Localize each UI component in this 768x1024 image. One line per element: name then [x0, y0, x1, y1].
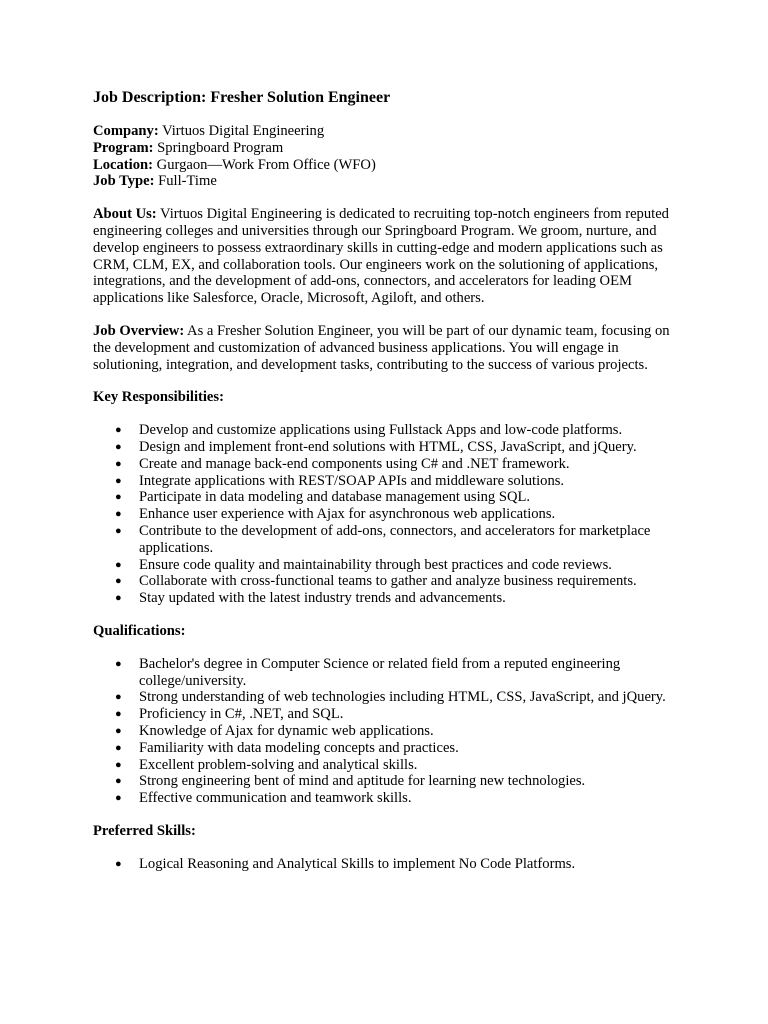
- meta-location: [93, 157, 683, 174]
- meta-label: Location:: [93, 156, 153, 173]
- qualifications-heading: Qualifications:: [93, 622, 186, 639]
- list-item-text: Design and implement front-end solutions with HTML, CSS, JavaScript, and jQuery.: [139, 438, 637, 455]
- list-item: [93, 573, 683, 590]
- list-item-text: Collaborate with cross-functional teams to gather and analyze business requirements.: [139, 573, 637, 590]
- meta-company: [93, 123, 683, 140]
- job-meta: [93, 123, 683, 190]
- list-item: [93, 856, 683, 873]
- job-overview-label: Job Overview:: [93, 322, 185, 339]
- list-item-text: Bachelor's degree in Computer Science or related field from a reputed engineering college/university.: [139, 655, 621, 689]
- bullet-icon: ●: [115, 741, 122, 754]
- list-item: [93, 790, 683, 807]
- bullet-icon: ●: [115, 440, 122, 453]
- bullet-icon: ●: [115, 474, 122, 487]
- bullet-icon: ●: [115, 657, 122, 670]
- bullet-icon: ●: [115, 691, 122, 704]
- responsibilities-list: [93, 422, 683, 607]
- meta-label: Job Type:: [93, 173, 155, 190]
- bullet-icon: ●: [115, 508, 122, 521]
- about-us-paragraph: [93, 206, 683, 307]
- bullet-icon: ●: [115, 558, 122, 571]
- meta-value: Virtuos Digital Engineering: [158, 123, 325, 139]
- about-us-text: Virtuos Digital Engineering is dedicated to recruiting top-notch engineers from reputed engineering colleges and universities through our Springboard Program. We groom, nurture, and develop engineers to possess extraordinary skills in cutting-edge and modern applications such as CRM, CLM, EX, and collaboration tools. Our engineers work on the solutioning of applications, integrations, and the development of add-ons, connectors, and accelerators for leading OEM applications like Salesforce, Oracle, Microsoft, Agiloft, and others.: [93, 206, 669, 307]
- bullet-icon: ●: [115, 491, 122, 504]
- list-item-text: Integrate applications with REST/SOAP APIs and middleware solutions.: [139, 472, 565, 489]
- list-item: [93, 740, 683, 757]
- list-item: [93, 489, 683, 506]
- list-item: [93, 773, 683, 790]
- list-item: [93, 523, 683, 557]
- bullet-icon: ●: [115, 524, 122, 537]
- list-item-text: Stay updated with the latest industry trends and advancements.: [139, 590, 506, 607]
- responsibilities-heading: Key Responsibilities:: [93, 389, 224, 406]
- list-item: [93, 656, 683, 690]
- list-item-text: Familiarity with data modeling concepts and practices.: [139, 739, 459, 756]
- preferred-skills-heading: Preferred Skills:: [93, 822, 196, 839]
- document-page: [93, 88, 683, 872]
- meta-job-type: [93, 173, 683, 190]
- job-overview-text: As a Fresher Solution Engineer, you will be part of our dynamic team, focusing on the development and customization of advanced business applications. You will engage in solutioning, integration, and development tasks, contributing to the success of various projects.: [93, 322, 670, 373]
- list-item-text: Participate in data modeling and database management using SQL.: [139, 489, 531, 506]
- list-item: [93, 557, 683, 574]
- preferred-skills-list: [93, 856, 683, 873]
- bullet-icon: ●: [115, 457, 122, 470]
- list-item: [93, 757, 683, 774]
- meta-label: Program:: [93, 139, 154, 156]
- list-item-text: Create and manage back-end components using C# and .NET framework.: [139, 455, 570, 472]
- list-item-text: Ensure code quality and maintainability through best practices and code reviews.: [139, 556, 612, 573]
- page-title: Job Description: Fresher Solution Engineer: [93, 89, 391, 106]
- bullet-icon: ●: [115, 592, 122, 605]
- list-item: [93, 473, 683, 490]
- list-item: [93, 689, 683, 706]
- list-item: [93, 590, 683, 607]
- bullet-icon: ●: [115, 424, 122, 437]
- list-item-text: Enhance user experience with Ajax for asynchronous web applications.: [139, 506, 556, 523]
- list-item-text: Strong understanding of web technologies including HTML, CSS, JavaScript, and jQuery.: [139, 689, 666, 706]
- list-item-text: Logical Reasoning and Analytical Skills to implement No Code Platforms.: [139, 855, 576, 872]
- list-item-text: Develop and customize applications using Fullstack Apps and low-code platforms.: [139, 422, 623, 439]
- meta-program: [93, 140, 683, 157]
- list-item: [93, 439, 683, 456]
- meta-value: Full-Time: [154, 173, 217, 190]
- bullet-icon: ●: [115, 758, 122, 771]
- about-us-label: About Us:: [93, 206, 157, 223]
- bullet-icon: ●: [115, 575, 122, 588]
- list-item-text: Knowledge of Ajax for dynamic web applications.: [139, 722, 434, 739]
- list-item: [93, 506, 683, 523]
- list-item: [93, 422, 683, 439]
- list-item-text: Excellent problem-solving and analytical skills.: [139, 756, 418, 773]
- list-item: [93, 706, 683, 723]
- list-item-text: Proficiency in C#, .NET, and SQL.: [139, 706, 344, 723]
- list-item-text: Effective communication and teamwork skills.: [139, 790, 412, 807]
- list-item: [93, 456, 683, 473]
- list-item: [93, 723, 683, 740]
- meta-value: Gurgaon—Work From Office (WFO): [153, 156, 376, 173]
- meta-label: Company:: [93, 123, 159, 139]
- qualifications-list: [93, 656, 683, 807]
- bullet-icon: ●: [115, 708, 122, 721]
- bullet-icon: ●: [115, 857, 122, 870]
- bullet-icon: ●: [115, 792, 122, 805]
- list-item-text: Contribute to the development of add-ons, connectors, and accelerators for marketplace applications.: [139, 522, 651, 556]
- meta-value: Springboard Program: [153, 139, 284, 156]
- job-overview-paragraph: [93, 323, 683, 373]
- list-item-text: Strong engineering bent of mind and aptitude for learning new technologies.: [139, 773, 586, 790]
- bullet-icon: ●: [115, 724, 122, 737]
- bullet-icon: ●: [115, 775, 122, 788]
